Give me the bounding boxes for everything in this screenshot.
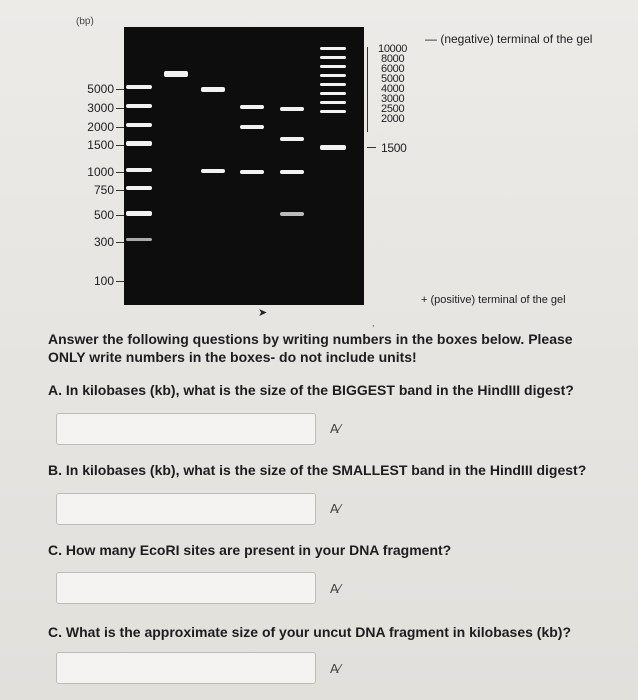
- ladder-right-label-4000: 4000: [381, 83, 405, 95]
- band: [201, 87, 225, 92]
- question-d-label: C. What is the approximate size of your uncut DNA fragment in kilobases (kb)?: [48, 624, 571, 640]
- band: [320, 92, 346, 95]
- ladder-label-3000: 3000: [87, 101, 114, 115]
- band: [320, 101, 346, 104]
- band: [280, 170, 304, 174]
- band: [126, 238, 152, 241]
- ladder-right-label-10000: 10000: [378, 43, 408, 55]
- ladder-right-label-3000: 3000: [381, 93, 405, 105]
- ladder-tick: [367, 147, 376, 148]
- band: [320, 74, 346, 77]
- positive-terminal-label: + (positive) terminal of the gel: [421, 294, 566, 306]
- instructions-text: Answer the following questions by writing numbers in the boxes below. Please ONLY write numbers in the boxes- do not include units!: [48, 331, 573, 365]
- band: [126, 186, 152, 190]
- ladder-label-1000: 1000: [87, 165, 114, 179]
- negative-terminal-label: — (negative) terminal of the gel: [425, 32, 593, 46]
- band: [126, 211, 152, 216]
- band: [126, 123, 152, 127]
- question-a-label: A. In kilobases (kb), what is the size of the BIGGEST band in the HindIII digest?: [48, 382, 574, 398]
- stray-mark: ,: [372, 318, 375, 328]
- ladder-right-label-8000: 8000: [381, 53, 405, 65]
- band: [240, 170, 264, 174]
- spellcheck-icon[interactable]: A⁄: [330, 661, 341, 676]
- spellcheck-icon[interactable]: A⁄: [330, 421, 341, 436]
- gel-image: [124, 27, 364, 305]
- ladder-right-label-1500: 1500: [381, 141, 407, 155]
- ladder-label-300: 300: [93, 235, 114, 249]
- cursor-icon: ➤: [258, 307, 268, 319]
- ladder-right-label-2000: 2000: [381, 113, 405, 125]
- spellcheck-icon[interactable]: A⁄: [330, 581, 341, 596]
- band: [320, 56, 346, 59]
- answer-input-b[interactable]: [56, 493, 316, 525]
- band: [126, 141, 152, 146]
- ladder-label-2000: 2000: [87, 120, 114, 134]
- ladder-label-100: 100: [93, 274, 114, 288]
- ladder-right-label-5000: 5000: [381, 73, 405, 85]
- band: [164, 71, 188, 77]
- band: [280, 107, 304, 111]
- band: [126, 168, 152, 172]
- ladder-right-label-6000: 6000: [381, 63, 405, 75]
- ladder-label-500: 500: [93, 208, 114, 222]
- spellcheck-icon[interactable]: A⁄: [330, 501, 341, 516]
- band: [240, 105, 264, 109]
- band: [320, 83, 346, 86]
- answer-input-a[interactable]: [56, 413, 316, 445]
- answer-input-d[interactable]: [56, 652, 316, 684]
- answer-input-c[interactable]: [56, 572, 316, 604]
- ladder-label-750: 750: [93, 183, 114, 197]
- band: [126, 104, 152, 108]
- band: [320, 145, 346, 150]
- band: [240, 125, 264, 129]
- axis-unit-label: (bp): [75, 15, 95, 28]
- question-b-label: B. In kilobases (kb), what is the size of the SMALLEST band in the HindIII digest?: [48, 462, 587, 478]
- band: [280, 137, 304, 141]
- ladder-right-label-2500: 2500: [381, 103, 405, 115]
- right-ladder-tick-bracket: [367, 47, 376, 132]
- band: [280, 212, 304, 216]
- band: [320, 110, 346, 113]
- band: [320, 65, 346, 68]
- ladder-label-5000: 5000: [87, 82, 114, 96]
- band: [320, 47, 346, 50]
- ladder-label-1500: 1500: [87, 138, 114, 152]
- band: [201, 169, 225, 173]
- band: [126, 85, 152, 89]
- question-c-label: C. How many EcoRI sites are present in your DNA fragment?: [48, 542, 452, 558]
